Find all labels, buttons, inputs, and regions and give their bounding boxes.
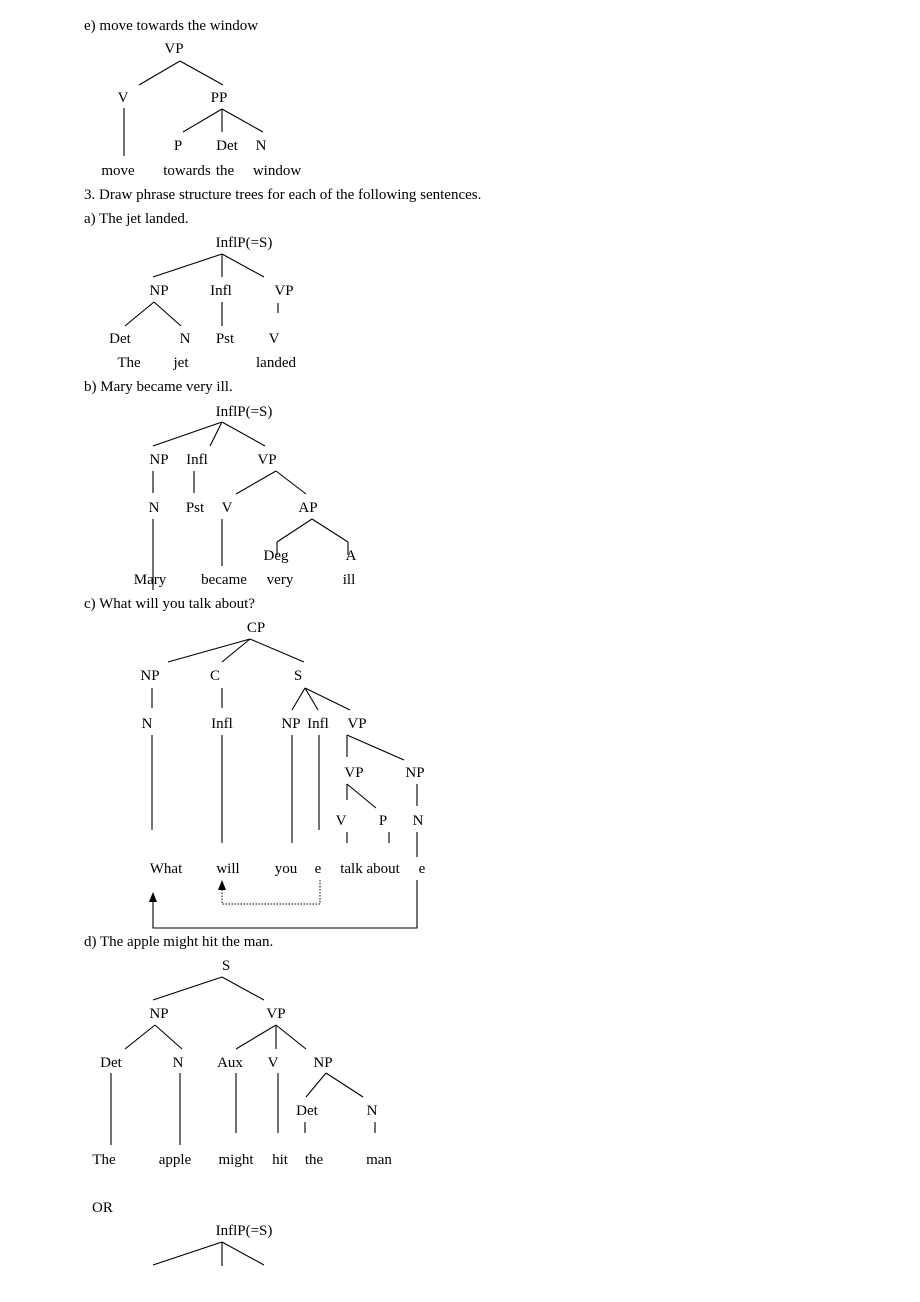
node-deg: Deg xyxy=(263,548,289,564)
node-inflp: InflP(=S) xyxy=(215,1223,273,1239)
word-became: became xyxy=(201,572,247,588)
word-what: What xyxy=(149,861,183,877)
node-vp: VP xyxy=(257,452,277,468)
branch xyxy=(222,977,264,1000)
node-p: P xyxy=(173,138,183,154)
branch xyxy=(222,109,263,132)
word-you: you xyxy=(274,861,298,877)
node-np: NP xyxy=(149,452,169,468)
branch xyxy=(222,254,264,277)
branch xyxy=(347,784,376,808)
branch xyxy=(139,61,180,85)
tree-a xyxy=(109,235,296,371)
branch xyxy=(154,302,181,326)
node-n: N xyxy=(172,1055,184,1071)
node-v: V xyxy=(268,331,280,347)
wh-movement-arrowhead xyxy=(149,892,157,902)
branch xyxy=(250,639,304,662)
node-pst: Pst xyxy=(215,331,235,347)
node-np: NP xyxy=(140,668,160,684)
node-np: NP xyxy=(149,1006,169,1022)
word-will: will xyxy=(216,861,240,877)
node-v: V xyxy=(117,90,129,106)
node-np-object: NP xyxy=(313,1055,333,1071)
node-infl: Infl xyxy=(186,452,208,468)
branch xyxy=(155,1025,182,1049)
node-vp: VP xyxy=(347,716,367,732)
node-det: Det xyxy=(109,331,131,347)
node-det: Det xyxy=(100,1055,122,1071)
branch xyxy=(153,1242,222,1265)
node-vp: VP xyxy=(274,283,294,299)
tree-b xyxy=(134,404,357,590)
word-man: man xyxy=(366,1152,392,1168)
tree-d-alternative xyxy=(153,1223,272,1266)
heading-c: c) What will you talk about? xyxy=(84,596,255,612)
node-infl: Infl xyxy=(211,716,233,732)
node-n-object: N xyxy=(366,1103,378,1119)
heading-e: e) move towards the window xyxy=(84,18,259,34)
word-the: The xyxy=(92,1152,116,1168)
node-vp: VP xyxy=(266,1006,286,1022)
node-pp: PP xyxy=(210,90,228,106)
word-jet: jet xyxy=(173,355,189,371)
node-a: A xyxy=(345,548,357,564)
node-np-object: NP xyxy=(405,765,425,781)
wh-movement-arrow xyxy=(153,880,417,928)
node-infl-subject: Infl xyxy=(307,716,329,732)
or-label: OR xyxy=(92,1200,113,1216)
branch xyxy=(125,302,154,326)
node-vp-inner: VP xyxy=(344,765,364,781)
node-np-subject: NP xyxy=(281,716,301,732)
branch xyxy=(222,1242,264,1265)
branch xyxy=(153,254,222,277)
branch xyxy=(292,688,305,710)
word-talk-about: talk about xyxy=(340,861,400,877)
node-inflp: InflP(=S) xyxy=(215,235,273,251)
word-e-trace-2: e xyxy=(418,861,426,877)
node-infl: Infl xyxy=(210,283,232,299)
word-the: The xyxy=(117,355,141,371)
node-np: NP xyxy=(149,283,169,299)
word-towards: towards xyxy=(163,163,211,179)
branch xyxy=(222,422,265,446)
node-v: V xyxy=(335,813,347,829)
tree-e xyxy=(101,41,301,179)
node-pst: Pst xyxy=(185,500,205,516)
branch xyxy=(183,109,222,132)
node-inflp: InflP(=S) xyxy=(215,404,273,420)
node-ap: AP xyxy=(298,500,318,516)
word-hit: hit xyxy=(272,1152,288,1168)
branch xyxy=(180,61,223,85)
branch xyxy=(125,1025,155,1049)
node-n: N xyxy=(255,138,267,154)
question-3: 3. Draw phrase structure trees for each of the following sentences. xyxy=(84,187,482,203)
branch xyxy=(236,1025,276,1049)
node-p: P xyxy=(378,813,388,829)
node-n: N xyxy=(148,500,160,516)
node-s: S xyxy=(221,958,231,974)
heading-d: d) The apple might hit the man. xyxy=(84,934,274,950)
word-e-trace-1: e xyxy=(314,861,322,877)
branch xyxy=(277,519,312,542)
tree-c xyxy=(140,620,425,928)
node-s: S xyxy=(293,668,303,684)
word-window: window xyxy=(252,163,302,179)
word-landed: landed xyxy=(256,355,296,371)
branch xyxy=(306,1073,326,1097)
word-the: the xyxy=(215,163,235,179)
tree-d xyxy=(92,958,392,1168)
node-det-object: Det xyxy=(296,1103,318,1119)
infl-movement-arrow xyxy=(222,880,320,904)
node-n: N xyxy=(179,331,191,347)
branch xyxy=(326,1073,363,1097)
word-mary: Mary xyxy=(133,572,167,588)
node-n: N xyxy=(141,716,153,732)
branch xyxy=(312,519,348,542)
branch xyxy=(236,471,276,494)
node-aux: Aux xyxy=(217,1055,243,1071)
word-ill: ill xyxy=(342,572,356,588)
branch xyxy=(276,1025,306,1049)
word-apple: apple xyxy=(158,1152,192,1168)
heading-a: a) The jet landed. xyxy=(84,211,189,227)
infl-movement-arrowhead xyxy=(218,880,226,890)
branch xyxy=(347,735,404,760)
node-v: V xyxy=(267,1055,279,1071)
branch xyxy=(276,471,306,494)
node-n-object: N xyxy=(412,813,424,829)
branch xyxy=(153,977,222,1000)
word-very: very xyxy=(266,572,294,588)
heading-b: b) Mary became very ill. xyxy=(84,379,233,395)
word-move: move xyxy=(101,163,135,179)
node-c: C xyxy=(209,668,221,684)
branch xyxy=(168,639,250,662)
word-the-2: the xyxy=(304,1152,324,1168)
node-v: V xyxy=(221,500,233,516)
word-might: might xyxy=(218,1152,254,1168)
node-cp: CP xyxy=(246,620,266,636)
node-det: Det xyxy=(216,138,238,154)
node-vp: VP xyxy=(164,41,184,57)
